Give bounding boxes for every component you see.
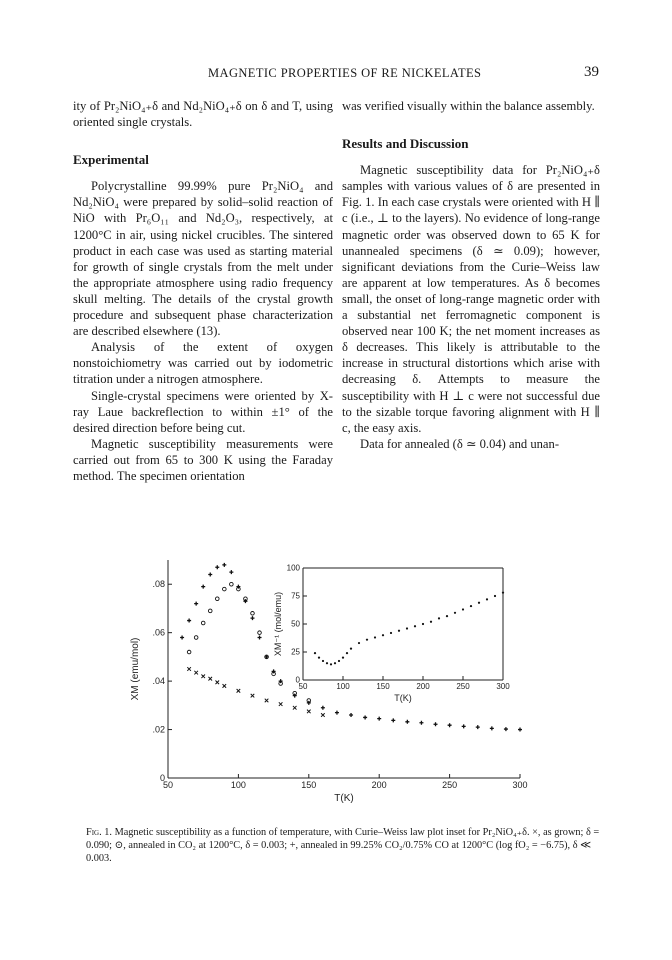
inset-point-series-0 (406, 627, 408, 629)
section-heading-results: Results and Discussion (342, 136, 469, 152)
main-point-series-0 (279, 702, 283, 706)
main-point-series-1 (208, 609, 212, 613)
figure-caption (86, 826, 606, 865)
inset-point-series-0 (446, 615, 448, 617)
left-column (73, 98, 333, 484)
continued-text: ity of Pr₂NiO₄₊δ and Nd₂NiO₄₊δ on δ and T, using oriented single crystals. (73, 99, 333, 130)
inset-x-tick-label: 300 (496, 682, 510, 691)
main-y-tick-label: 0 (159, 773, 165, 783)
inset-point-series-0 (454, 612, 456, 614)
main-point-series-0 (201, 674, 205, 678)
main-point-series-0 (321, 713, 325, 717)
page-number: 39 (584, 64, 599, 80)
main-point-series-0 (265, 699, 269, 703)
main-point-series-2 (229, 570, 233, 574)
main-point-series-1 (251, 611, 255, 615)
inset-point-series-0 (478, 602, 480, 604)
main-point-series-2 (335, 711, 339, 715)
main-point-series-2 (434, 722, 438, 726)
main-point-series-2 (391, 718, 395, 722)
main-point-series-2 (258, 636, 262, 640)
main-point-series-2 (349, 713, 353, 717)
inset-background (303, 568, 503, 680)
main-point-series-2 (448, 723, 452, 727)
inset-point-series-0 (350, 648, 352, 650)
inset-y-tick-label: 100 (286, 563, 300, 573)
main-point-series-2 (405, 720, 409, 724)
inset-x-axis-label: T(K) (394, 693, 412, 703)
main-y-tick-label: .08 (152, 579, 165, 590)
inset-x-tick-label: 100 (336, 682, 350, 691)
inset-point-series-0 (422, 623, 424, 625)
inset-point-series-0 (314, 652, 316, 654)
main-point-series-2 (518, 728, 522, 732)
paragraph: Magnetic susceptibility measurements were carried out from 65 to 300 K using the Faraday method. The specimen orientation (73, 436, 333, 483)
main-point-series-2 (462, 724, 466, 728)
main-point-series-2 (490, 726, 494, 730)
main-point-series-2 (504, 727, 508, 731)
main-y-tick-label: .02 (152, 724, 165, 735)
main-x-tick-label: 100 (230, 780, 246, 790)
inset-x-tick-label: 200 (416, 682, 430, 691)
inset-x-tick-label: 250 (456, 682, 470, 691)
main-point-series-1 (187, 650, 191, 654)
main-x-tick-label: 300 (512, 780, 528, 790)
inset-point-series-0 (486, 598, 488, 600)
main-point-series-0 (251, 694, 255, 698)
paragraph: Polycrystalline 99.99% pure Pr₂NiO₄ and Nd₂NiO₄ were prepared by solid–solid reaction of NiO with Pr₆O₁₁ and Nd₂O₃, respectively, at 1200°C in air, using nickel crucibles. The sintered product in each case was used as starting material for growth of single crystals from the melt under the appropriate atmosphere using radio frequency skull melting. The details of the crystal growth procedure and subsequent phase characterization are described elsewhere (13). (73, 179, 333, 339)
paragraph: Magnetic susceptibility data for Pr₂NiO₄₊δ samples with various values of δ are presented in Fig. 1. In each case crystals were oriented with H ∥ c (i.e., ⊥ to the layers). No evidence of long-range magnetic order was observed down to 65 K for unannealed specimens (δ ≃ 0.09); however, significant deviations from the Curie–Weiss law are apparent at low temperatures. As δ becomes small, the onset of long-range magnetic order with a substantial net ferromagnetic component is observed near 100 K; the net moment increases as δ decreases. This likely is attributable to the increase in structural distortions which arise with decreasing δ. Attempts to measure the susceptibility with H ⊥ c were not successful due to the sizable torque favoring alignment with H ∥ c, the easy axis. (342, 163, 600, 435)
main-x-tick-label: 200 (371, 780, 387, 790)
main-point-series-2 (194, 602, 198, 606)
inset-point-series-0 (430, 621, 432, 623)
inset-y-tick-label: 75 (291, 591, 300, 601)
main-point-series-0 (307, 710, 311, 714)
main-point-series-0 (187, 667, 191, 671)
inset-x-tick-label: 150 (376, 682, 390, 691)
main-y-tick-label: .06 (152, 627, 165, 638)
main-point-series-2 (419, 721, 423, 725)
inset-x-tick-label: 50 (298, 682, 308, 691)
paragraph: Data for annealed (δ ≃ 0.04) and unan- (360, 436, 560, 451)
inset-point-series-0 (382, 634, 384, 636)
paragraph: Analysis of the extent of oxygen nonstoichiometry was carried out by iodometric titration under a nitrogen atmosphere. (73, 340, 333, 387)
inset-point-series-0 (318, 657, 320, 659)
main-x-axis-label: T(K) (334, 793, 354, 804)
inset-point-series-0 (414, 625, 416, 627)
inset-point-series-0 (398, 630, 400, 632)
inset-point-series-0 (390, 632, 392, 634)
main-x-tick-label: 150 (301, 780, 317, 790)
inset-y-tick-label: 25 (291, 647, 300, 657)
inset-y-tick-label: 50 (291, 619, 300, 629)
main-point-series-0 (194, 671, 198, 675)
section-heading-experimental: Experimental (73, 152, 149, 168)
main-point-series-0 (223, 684, 227, 688)
main-y-tick-label: .04 (152, 676, 165, 687)
inset-point-series-0 (374, 636, 376, 638)
inset-point-series-0 (462, 608, 464, 610)
main-point-series-2 (208, 573, 212, 577)
inset-point-series-0 (334, 662, 336, 664)
inset-y-axis-label: XM⁻¹ (mol/emu) (273, 591, 283, 657)
inset-point-series-0 (438, 617, 440, 619)
main-point-series-0 (208, 677, 212, 681)
main-point-series-2 (476, 725, 480, 729)
inset-point-series-0 (346, 652, 348, 654)
paragraph: Single-crystal specimens were oriented by X-ray Laue backreflection to within ±1° of the desired direction before being cut. (73, 388, 333, 435)
right-column (342, 98, 600, 452)
main-point-series-2 (201, 585, 205, 589)
main-point-series-0 (215, 681, 219, 685)
inset-point-series-0 (470, 605, 472, 607)
inset-point-series-0 (330, 663, 332, 665)
main-point-series-2 (215, 565, 219, 569)
main-point-series-1 (258, 631, 262, 635)
inset-point-series-0 (494, 595, 496, 597)
main-point-series-1 (201, 621, 205, 625)
inset-point-series-0 (366, 639, 368, 641)
susceptibility-chart (120, 552, 540, 816)
main-point-series-2 (180, 636, 184, 640)
figure-1 (120, 552, 540, 816)
inset-point-series-0 (338, 660, 340, 662)
main-point-series-2 (187, 619, 191, 623)
main-point-series-2 (321, 706, 325, 710)
inset-y-tick-label: 0 (295, 675, 300, 685)
main-point-series-2 (363, 715, 367, 719)
main-x-tick-label: 250 (442, 780, 458, 790)
main-x-tick-label: 50 (162, 780, 174, 790)
main-point-series-1 (194, 636, 198, 640)
inset-point-series-0 (326, 662, 328, 664)
inset-point-series-0 (342, 657, 344, 659)
running-title: MAGNETIC PROPERTIES OF RE NICKELATES (208, 66, 482, 80)
main-point-series-1 (230, 582, 234, 586)
inset-point-series-0 (322, 660, 324, 662)
main-point-series-0 (237, 689, 241, 693)
main-y-axis-label: XM (emu/mol) (130, 637, 141, 701)
caption-text: Magnetic susceptibility as a function of temperature, with Curie–Weiss law plot inset for Pr₂NiO₄₊δ. ×, as grown; δ = 0.090; ⊙, annealed in CO₂ at 1200°C, δ = 0.003; +, annealed in 99.25% CO₂/0.75% CO at 1200°C (log fO₂ = −6.75), δ ≪ 0.003. (86, 827, 600, 864)
main-point-series-2 (250, 616, 254, 620)
inset-point-series-0 (358, 642, 360, 644)
main-point-series-1 (215, 597, 219, 601)
main-point-series-1 (223, 587, 227, 591)
main-point-series-2 (222, 563, 226, 567)
continued-text: was verified visually within the balance assembly. (342, 99, 595, 113)
inset-point-series-0 (502, 592, 504, 594)
main-point-series-2 (377, 717, 381, 721)
main-point-series-0 (293, 706, 297, 710)
caption-label: Fig. 1. (86, 827, 112, 838)
